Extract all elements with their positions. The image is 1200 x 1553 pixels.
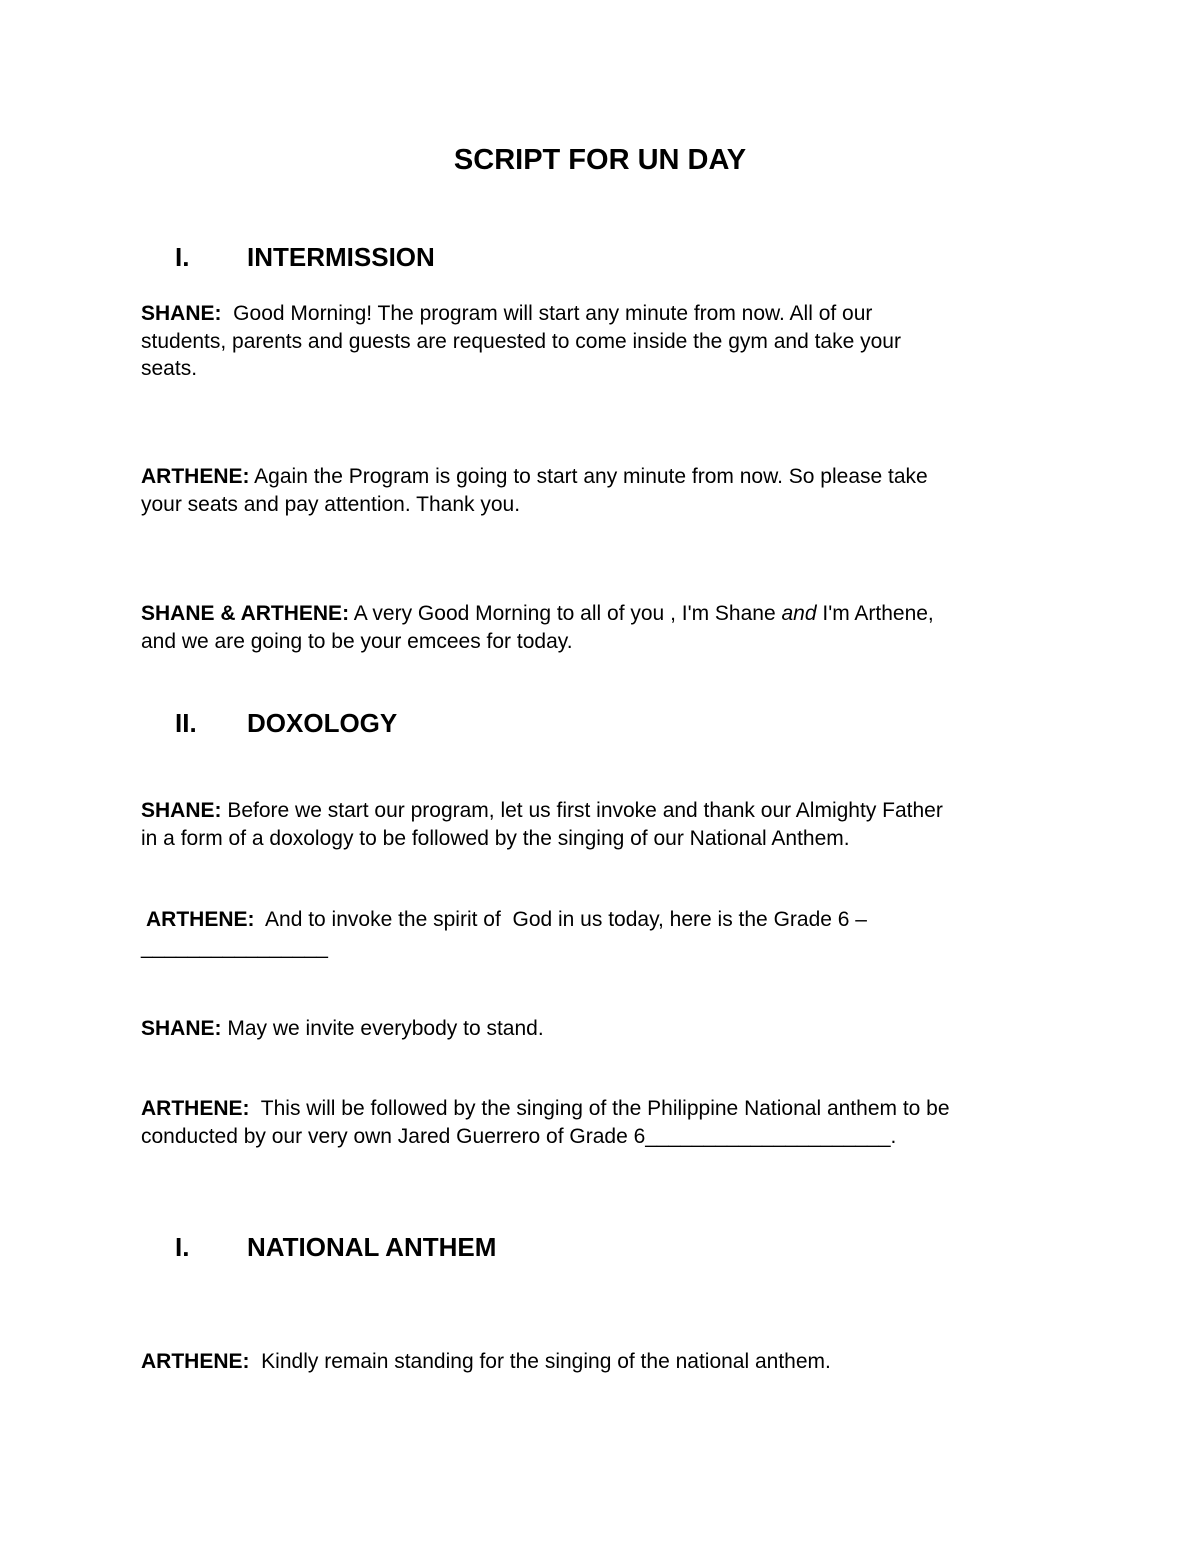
line-text: This will be followed by the singing of the Philippine National anthem to be — [249, 1097, 950, 1120]
speaker-label: ARTHENE: — [141, 1097, 250, 1120]
speaker-label: SHANE: — [141, 302, 222, 325]
section-number: I. — [175, 242, 190, 272]
section-title: NATIONAL ANTHEM — [247, 1232, 497, 1262]
section-heading-doxology — [175, 707, 397, 739]
line-text: and we are going to be your emcees for today. — [141, 629, 573, 653]
script-line-shane-3 — [141, 1015, 1081, 1043]
speaker-label: ARTHENE: — [141, 1350, 250, 1373]
speaker-label: SHANE & ARTHENE: — [141, 602, 350, 625]
blank-line: ________________ — [141, 935, 328, 959]
script-line-arthene-4 — [141, 1348, 1081, 1376]
line-text: seats. — [141, 357, 198, 380]
line-text: in a form of a doxology to be followed by the singing of our National Anthem. — [141, 826, 850, 850]
section-number: II. — [175, 708, 197, 738]
line-text: And to invoke the spirit of God in us today, here is the Grade 6 – — [254, 908, 867, 931]
speaker-label: SHANE: — [141, 799, 222, 822]
section-title: INTERMISSION — [247, 242, 435, 272]
section-heading-national-anthem — [175, 1231, 496, 1263]
script-line-shane-1 — [141, 300, 1081, 383]
document-title: SCRIPT FOR UN DAY — [453, 144, 747, 176]
line-text: May we invite everybody to stand. — [221, 1017, 544, 1040]
script-line-shane-arthene — [141, 600, 1081, 655]
line-text: Before we start our program, let us first invoke and thank our Almighty Father — [221, 799, 943, 822]
line-text: I'm Arthene, — [816, 602, 934, 625]
section-number: I. — [175, 1232, 190, 1262]
line-text-italic: and — [781, 602, 817, 625]
line-text: Kindly remain standing for the singing of the national anthem. — [249, 1350, 831, 1373]
line-text: Good Morning! The program will start any minute from now. All of our — [221, 302, 873, 325]
script-line-shane-2 — [141, 797, 1081, 852]
script-line-arthene-2 — [141, 906, 1086, 961]
section-heading-intermission — [175, 241, 435, 273]
line-text: conducted by our very own Jared Guerrero of Grade 6_____________________. — [141, 1124, 897, 1148]
section-title: DOXOLOGY — [247, 708, 398, 738]
line-text: Again the Program is going to start any minute from now. So please take — [249, 465, 928, 488]
script-line-arthene-1 — [141, 463, 1081, 518]
speaker-label: ARTHENE: — [141, 465, 250, 488]
speaker-label: ARTHENE: — [146, 908, 255, 931]
script-line-arthene-3 — [141, 1095, 1081, 1150]
line-text: A very Good Morning to all of you , I'm Shane — [349, 602, 782, 625]
line-text: students, parents and guests are requested to come inside the gym and take your — [141, 329, 901, 353]
speaker-label: SHANE: — [141, 1017, 222, 1040]
line-text: your seats and pay attention. Thank you. — [141, 492, 521, 516]
